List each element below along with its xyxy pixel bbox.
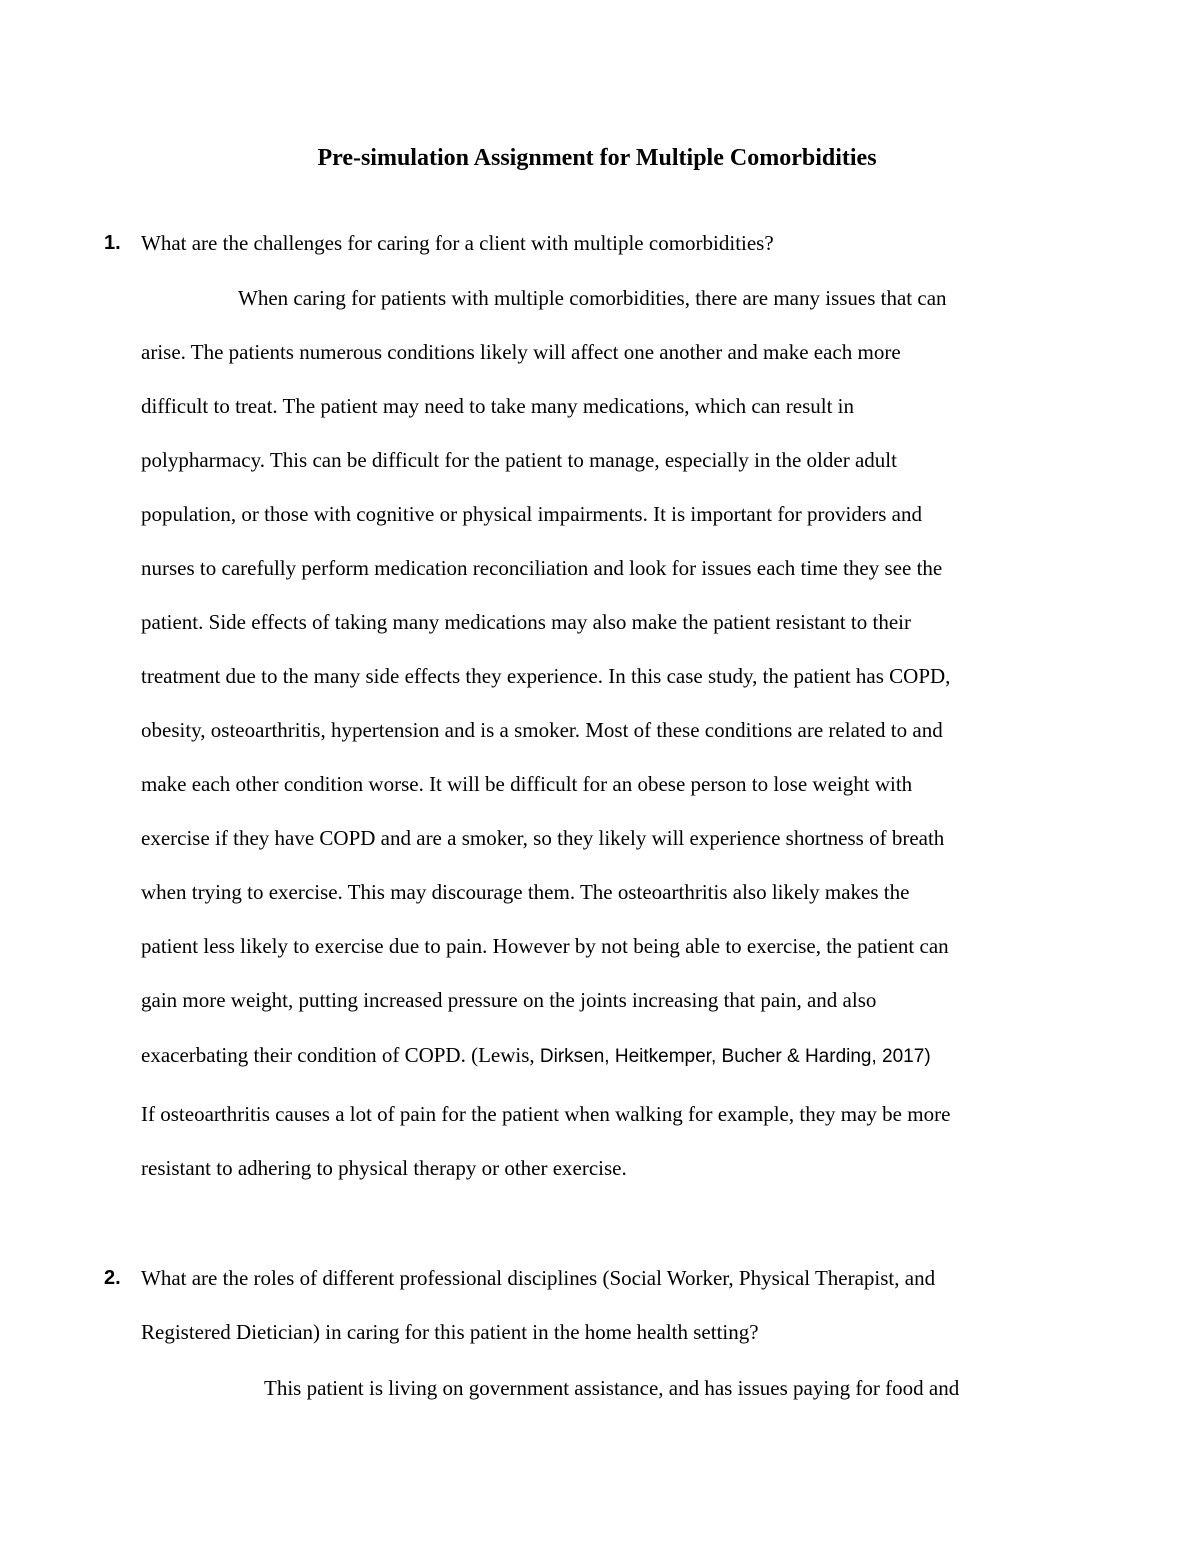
answer-1-line: difficult to treat. The patient may need to take many medications, which can result in	[141, 394, 855, 418]
answer-1-line: arise. The patients numerous conditions likely will affect one another and make each more	[141, 340, 901, 364]
answer-1-line: polypharmacy. This can be difficult for the patient to manage, especially in the older adult	[141, 448, 897, 472]
answer-1-line: nurses to carefully perform medication reconciliation and look for issues each time they see the	[141, 556, 943, 580]
answer-1-line: make each other condition worse. It will be difficult for an obese person to lose weight with	[141, 772, 913, 796]
answer-1-line: exercise if they have COPD and are a smoker, so they likely will experience shortness of breath	[141, 826, 945, 850]
answer-1-line: If osteoarthritis causes a lot of pain for the patient when walking for example, they may be more	[141, 1102, 951, 1126]
question-2-text: What are the roles of different professional disciplines (Social Worker, Physical Therapist, and	[141, 1266, 936, 1290]
answer-1-line: patient less likely to exercise due to pain. However by not being able to exercise, the patient can	[141, 934, 949, 958]
document-title: Pre-simulation Assignment for Multiple Comorbidities	[317, 145, 877, 171]
answer-1-line: population, or those with cognitive or physical impairments. It is important for providers and	[141, 502, 922, 526]
question-2-number: 2.	[104, 1267, 121, 1289]
citation: Dirksen, Heitkemper, Bucher & Harding, 2017)	[539, 1046, 931, 1067]
question-2-text: Registered Dietician) in caring for this patient in the home health setting?	[141, 1320, 759, 1344]
answer-1-line: when trying to exercise. This may discourage them. The osteoarthritis also likely makes the	[141, 880, 910, 904]
answer-1-line: patient. Side effects of taking many medications may also make the patient resistant to their	[141, 610, 911, 634]
answer-1-line: treatment due to the many side effects they experience. In this case study, the patient has COPD,	[141, 664, 951, 688]
answer-1-line: gain more weight, putting increased pressure on the joints increasing that pain, and also	[141, 988, 877, 1012]
question-1-number: 1.	[104, 232, 121, 254]
answer-1-line: obesity, osteoarthritis, hypertension and is a smoker. Most of these conditions are related to and	[141, 718, 943, 742]
question-1-text: What are the challenges for caring for a client with multiple comorbidities?	[141, 231, 774, 255]
answer-1-citation-line	[141, 1041, 931, 1071]
answer-2-line: This patient is living on government assistance, and has issues paying for food and	[264, 1376, 960, 1400]
answer-1-line-text: exacerbating their condition of COPD. (Lewis,	[141, 1043, 540, 1067]
answer-1-line: When caring for patients with multiple comorbidities, there are many issues that can	[238, 286, 947, 310]
answer-1-line: resistant to adhering to physical therapy or other exercise.	[141, 1156, 627, 1180]
